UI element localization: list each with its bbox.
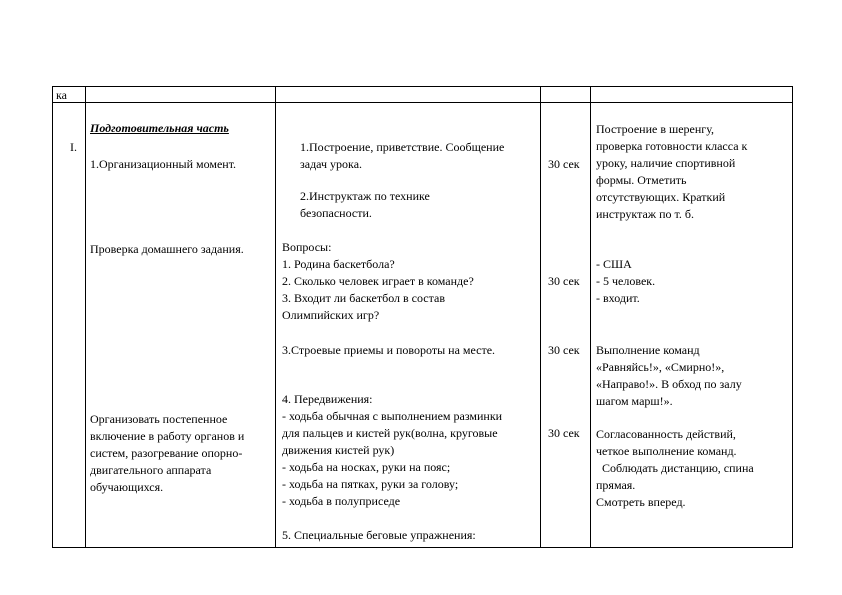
dosage-1: 30 сек: [548, 157, 580, 171]
section-number: I.: [70, 140, 77, 154]
text-line: движения кистей рук): [282, 443, 395, 457]
text-line: «Направо!». В обход по залу: [596, 377, 742, 391]
text-line: формы. Отметить: [596, 173, 687, 187]
text-line: отсутствующих. Краткий: [596, 190, 726, 204]
col-border-1: [85, 86, 86, 548]
text-line: уроку, наличие спортивной: [596, 156, 736, 170]
text-line: Соблюдать дистанцию, спина: [596, 461, 754, 475]
text-line: четкое выполнение команд.: [596, 444, 737, 458]
text-line: - США: [596, 257, 632, 271]
text-line: 4. Передвижения:: [282, 392, 373, 406]
text-line: Согласованность действий,: [596, 427, 736, 441]
text-line: двигательного аппарата: [90, 463, 212, 477]
header-row-border: [52, 102, 792, 103]
dosage-3: 30 сек: [548, 343, 580, 357]
text-line: Построение в шеренгу,: [596, 122, 715, 136]
text-line: шагом марш!».: [596, 394, 673, 408]
col-border-3: [540, 86, 541, 548]
text-line: - ходьба в полуприседе: [282, 494, 401, 508]
text-line: Смотреть вперед.: [596, 495, 686, 509]
text-line: 2.Инструктаж по технике: [300, 189, 430, 203]
col-border-5: [792, 86, 793, 548]
text-line: Выполнение команд: [596, 343, 700, 357]
dosage-4: 30 сек: [548, 426, 580, 440]
homework-check: Проверка домашнего задания.: [90, 242, 244, 256]
text-line: Вопросы:: [282, 240, 332, 254]
text-line: 2. Сколько человек играет в команде?: [282, 274, 474, 288]
col-border-4: [590, 86, 591, 548]
text-line: - ходьба на носках, руки на пояс;: [282, 460, 451, 474]
text-line: безопасности.: [300, 206, 372, 220]
org-moment: 1.Организационный момент.: [90, 157, 237, 171]
section-title: Подготовительная часть: [90, 121, 229, 135]
col-border-2: [275, 86, 276, 548]
text-line: задач урока.: [300, 157, 363, 171]
text-line: 1.Построение, приветствие. Сообщение: [300, 140, 505, 154]
text-line: - ходьба на пятках, руки за голову;: [282, 477, 459, 491]
text-line: 1. Родина баскетбола?: [282, 257, 395, 271]
table-top-border: [52, 86, 792, 87]
text-line: Олимпийских игр?: [282, 308, 380, 322]
exercise-running: 5. Специальные беговые упражнения:: [282, 528, 476, 542]
text-line: Организовать постепенное: [90, 412, 228, 426]
table-bottom-border: [52, 547, 792, 548]
text-line: - входит.: [596, 291, 640, 305]
dosage-2: 30 сек: [548, 274, 580, 288]
col-border-0: [52, 86, 53, 548]
exercise-drills: 3.Строевые приемы и повороты на месте.: [282, 343, 496, 357]
text-line: - ходьба обычная с выполнением разминки: [282, 409, 503, 423]
text-line: инструктаж по т. б.: [596, 207, 694, 221]
text-line: 3. Входит ли баскетбол в состав: [282, 291, 446, 305]
text-line: систем, разогревание опорно-: [90, 446, 243, 460]
text-line: - 5 человек.: [596, 274, 656, 288]
text-line: «Равняйсь!», «Смирно!»,: [596, 360, 725, 374]
text-line: проверка готовности класса к: [596, 139, 748, 153]
text-line: включение в работу органов и: [90, 429, 245, 443]
header-cell-text: ка: [56, 88, 67, 102]
text-line: прямая.: [596, 478, 636, 492]
text-line: для пальцев и кистей рук(волна, круговые: [282, 426, 498, 440]
text-line: обучающихся.: [90, 480, 164, 494]
